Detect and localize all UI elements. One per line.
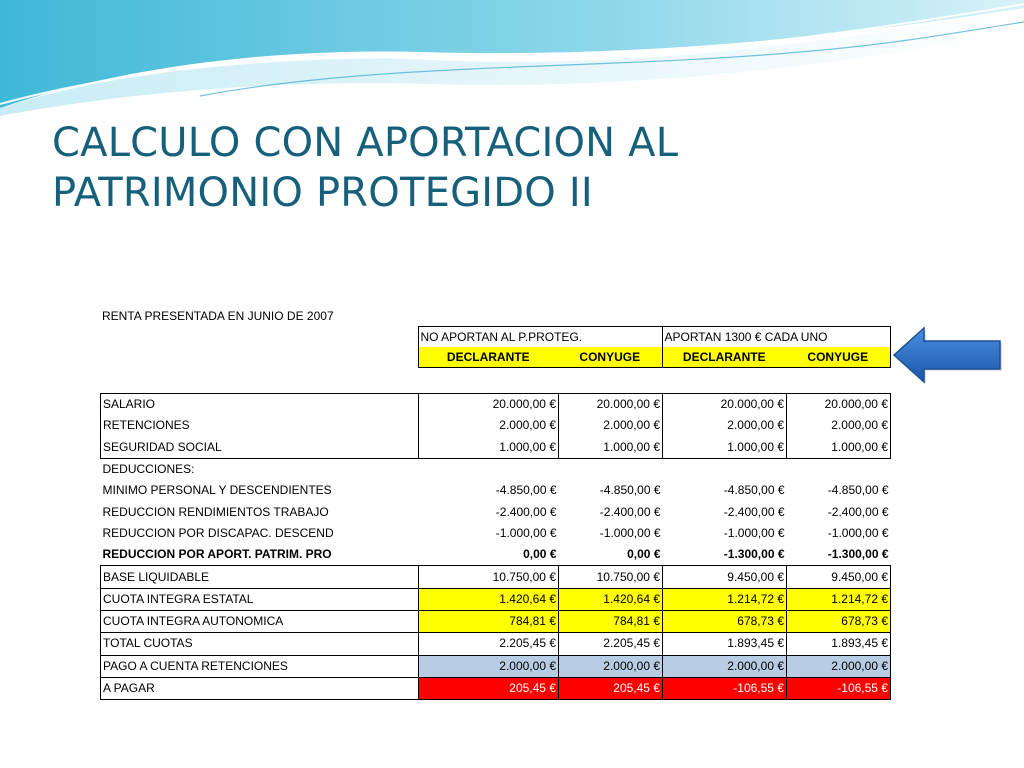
value-cell: 2.000,00 € (419, 655, 559, 677)
page-title-line-2: PATRIMONIO PROTEGIDO II (52, 170, 593, 216)
value-cell: 678,73 € (787, 610, 891, 632)
column-header-row (100, 347, 890, 368)
value-cell: 1.000,00 € (663, 437, 787, 459)
table-row (101, 544, 891, 566)
value-cell: 784,81 € (559, 610, 663, 632)
value-cell: 1.000,00 € (787, 437, 891, 459)
table-row (101, 677, 891, 699)
value-cell: 20.000,00 € (559, 394, 663, 416)
sheet-header-table (100, 326, 891, 368)
row-label: REDUCCION RENDIMIENTOS TRABAJO (102, 504, 329, 519)
empty-cell (100, 327, 418, 348)
value-cell: 2.205,45 € (419, 633, 559, 655)
row-label: CUOTA INTEGRA ESTATAL (101, 588, 419, 610)
page-title (52, 118, 678, 218)
tax-calculation-table (100, 393, 891, 700)
value-cell (663, 458, 787, 480)
value-cell: -2.400,00 € (827, 504, 889, 519)
value-cell: 10.750,00 € (419, 566, 559, 588)
value-cell: 678,73 € (663, 610, 787, 632)
table-row (101, 458, 891, 480)
group-header-no-aportan: NO APORTAN AL P.PROTEG. (418, 327, 662, 348)
value-cell: 9.450,00 € (663, 566, 787, 588)
row-label: REDUCCION POR APORT. PATRIM. PRO (102, 547, 332, 562)
value-cell: 2.000,00 € (663, 655, 787, 677)
value-cell: 1.214,72 € (663, 588, 787, 610)
value-cell: -1.300,00 € (827, 547, 889, 562)
row-label: SALARIO (101, 394, 419, 416)
value-cell: -106,55 € (787, 677, 891, 699)
value-cell: 20.000,00 € (663, 394, 787, 416)
value-cell: 2.000,00 € (787, 415, 891, 436)
row-label: DEDUCCIONES: (102, 462, 195, 477)
table-row (101, 501, 891, 522)
page-title-line-1: CALCULO CON APORTACION AL (52, 120, 679, 166)
table-row (101, 655, 891, 677)
value-cell: -4.850,00 € (495, 483, 557, 498)
table-row (101, 394, 891, 416)
row-label: CUOTA INTEGRA AUTONOMICA (101, 610, 419, 632)
value-cell: -2.400,00 € (495, 504, 557, 519)
value-cell: 20.000,00 € (787, 394, 891, 416)
value-cell: -2.400,00 € (599, 504, 661, 519)
row-label: REDUCCION POR DISCAPAC. DESCEND (102, 525, 334, 540)
value-cell: 1.420,64 € (419, 588, 559, 610)
sheet-caption: RENTA PRESENTADA EN JUNIO DE 2007 (102, 309, 334, 323)
value-cell: -4.850,00 € (599, 483, 661, 498)
value-cell: 2.000,00 € (559, 655, 663, 677)
value-cell: 205,45 € (419, 677, 559, 699)
arrow-left-icon (890, 324, 1006, 386)
value-cell: -2.400,00 € (723, 504, 785, 519)
value-cell: 10.750,00 € (559, 566, 663, 588)
value-cell: 1.420,64 € (559, 588, 663, 610)
value-cell: 2.000,00 € (787, 655, 891, 677)
value-cell: -1.000,00 € (827, 525, 889, 540)
value-cell: 2.205,45 € (559, 633, 663, 655)
value-cell (419, 458, 559, 480)
row-label: RETENCIONES (101, 415, 419, 436)
row-label: PAGO A CUENTA RETENCIONES (101, 655, 419, 677)
value-cell: 1.000,00 € (559, 437, 663, 459)
table-row (101, 415, 891, 436)
value-cell: 2.000,00 € (419, 415, 559, 436)
value-cell: -4.850,00 € (827, 483, 889, 498)
col-header-declarante: DECLARANTE (662, 347, 786, 368)
value-cell: 1.000,00 € (419, 437, 559, 459)
value-cell: -1.000,00 € (599, 525, 661, 540)
value-cell: -1.300,00 € (723, 547, 785, 562)
row-label: TOTAL CUOTAS (101, 633, 419, 655)
table-row (101, 480, 891, 501)
value-cell: 2.000,00 € (559, 415, 663, 436)
group-header-aportan: APORTAN 1300 € CADA UNO (662, 327, 890, 348)
group-header-row (100, 327, 890, 348)
value-cell: -106,55 € (663, 677, 787, 699)
value-cell: 2.000,00 € (663, 415, 787, 436)
value-cell: -1.000,00 € (723, 525, 785, 540)
value-cell (787, 458, 891, 480)
value-cell (559, 458, 663, 480)
table-row (101, 588, 891, 610)
value-cell: 1.893,45 € (787, 633, 891, 655)
table-row (101, 437, 891, 459)
empty-cell (100, 347, 418, 368)
col-header-declarante: DECLARANTE (418, 347, 558, 368)
wave-decoration-icon (0, 0, 1024, 120)
value-cell: -1.000,00 € (495, 525, 557, 540)
row-label: SEGURIDAD SOCIAL (101, 437, 419, 459)
value-cell: 1.893,45 € (663, 633, 787, 655)
table-row (101, 610, 891, 632)
row-label: BASE LIQUIDABLE (101, 566, 419, 588)
row-label: MINIMO PERSONAL Y DESCENDIENTES (102, 483, 332, 498)
value-cell: 205,45 € (559, 677, 663, 699)
table-row (101, 523, 891, 544)
col-header-conyuge: CONYUGE (786, 347, 890, 368)
value-cell: 20.000,00 € (419, 394, 559, 416)
value-cell: 1.214,72 € (787, 588, 891, 610)
table-row (101, 633, 891, 655)
row-label: A PAGAR (101, 677, 419, 699)
table-row (101, 566, 891, 588)
value-cell: 784,81 € (419, 610, 559, 632)
value-cell: 9.450,00 € (787, 566, 891, 588)
value-cell: 0,00 € (523, 547, 557, 562)
col-header-conyuge: CONYUGE (558, 347, 662, 368)
value-cell: -4.850,00 € (723, 483, 785, 498)
value-cell: 0,00 € (627, 547, 661, 562)
